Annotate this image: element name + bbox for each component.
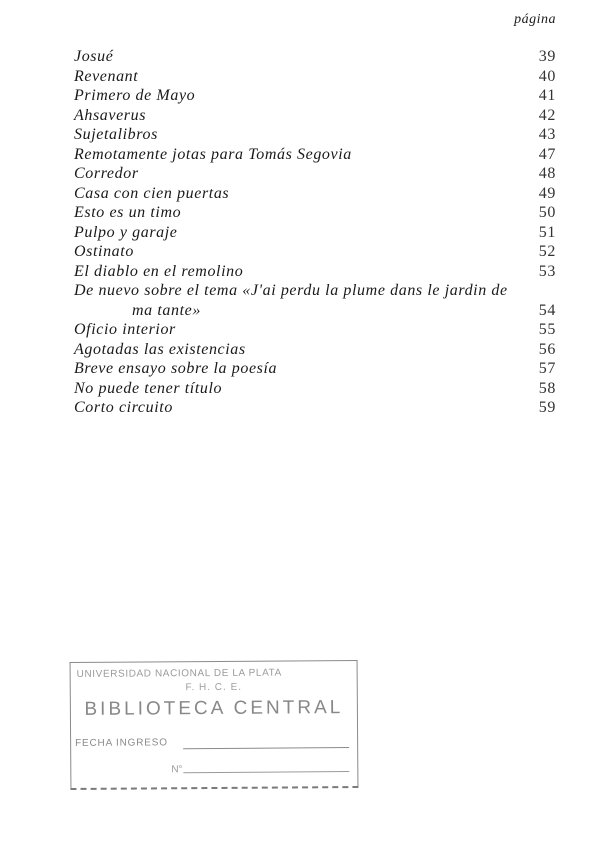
- stamp-date-label: FECHA INGRESO: [75, 737, 168, 749]
- toc-entry-title: Revenant: [74, 67, 139, 85]
- stamp-library-title: BIBLIOTECA CENTRAL: [84, 697, 344, 720]
- library-stamp: [70, 660, 359, 790]
- toc-entry: [74, 47, 556, 67]
- stamp-date-rule: [183, 747, 349, 749]
- toc-entry: [74, 164, 556, 184]
- toc-entry-page: 58: [538, 379, 556, 397]
- toc-entry-title: Esto es un timo: [74, 204, 182, 221]
- toc-entry: [74, 125, 556, 145]
- toc-entry-title: Remotamente jotas para Tomás Segovia: [74, 145, 352, 163]
- toc-entry-title: Oficio interior: [74, 321, 176, 338]
- toc-entry: [74, 203, 556, 223]
- toc-entry: [74, 106, 556, 126]
- toc-entry-title: Ostinato: [74, 243, 134, 260]
- toc-entry-title: Corredor: [74, 165, 139, 182]
- toc-entry-page: 50: [538, 204, 556, 221]
- toc-entry-page: 59: [538, 399, 556, 416]
- toc-entry-page: 53: [538, 262, 556, 280]
- toc-entry: [74, 67, 556, 87]
- toc-entry-page: 41: [538, 87, 556, 104]
- toc-entry: [74, 262, 556, 282]
- toc-entry-page: 40: [538, 67, 556, 85]
- toc-entry-title: Sujetalibros: [74, 126, 158, 143]
- toc-entry-page: 49: [538, 184, 556, 202]
- toc-entry-page: 48: [538, 165, 556, 182]
- toc-entry-title: No puede tener título: [74, 379, 223, 397]
- toc-entry-title: Casa con cien puertas: [74, 184, 230, 202]
- toc-entry-page: 51: [538, 223, 556, 241]
- toc-entry-page: 55: [538, 321, 556, 338]
- toc-entry: [74, 340, 556, 360]
- toc-entry: [74, 398, 556, 418]
- toc-entry-title: Pulpo y garaje: [74, 223, 178, 241]
- stamp-university-line: UNIVERSIDAD NACIONAL DE LA PLATA: [76, 667, 282, 680]
- toc-entry-page: 43: [538, 126, 556, 143]
- toc-entry: [74, 359, 556, 379]
- toc-entry-title-line1: De nuevo sobre el tema «J'ai perdu la plume dans le jardin de: [74, 282, 508, 299]
- toc-entry-page: 52: [538, 243, 556, 260]
- toc-entry: [74, 86, 556, 106]
- table-of-contents: [74, 47, 556, 418]
- toc-entry: [74, 320, 556, 340]
- toc-entry-title: Ahsaverus: [74, 106, 147, 124]
- stamp-number-rule: [183, 771, 349, 773]
- toc-entry-title: Primero de Mayo: [74, 87, 196, 104]
- toc-entry-page: 54: [538, 301, 556, 319]
- toc-entry: [74, 379, 556, 399]
- stamp-faculty-line: F. H. C. E.: [185, 681, 243, 694]
- stamp-number-label: N°: [171, 764, 183, 776]
- toc-entry-page: 56: [538, 340, 556, 358]
- toc-entry-page: 57: [538, 360, 556, 377]
- toc-entry-title: Agotadas las existencias: [74, 340, 246, 358]
- toc-entry: [74, 242, 556, 262]
- toc-entry: [74, 223, 556, 243]
- toc-entry-title: El diablo en el remolino: [74, 262, 244, 280]
- toc-entry-title: Corto circuito: [74, 399, 173, 416]
- toc-entry: [74, 184, 556, 204]
- toc-entry-title: Breve ensayo sobre la poesía: [74, 360, 278, 377]
- toc-entry-page: 42: [538, 106, 556, 124]
- toc-entry-page: 47: [538, 145, 556, 163]
- toc-entry: [74, 145, 556, 165]
- toc-entry-title-line2: ma tante»: [132, 301, 201, 319]
- toc-entry-title: Josué: [74, 48, 114, 65]
- toc-entry: [74, 281, 556, 320]
- page-label: página: [514, 12, 556, 27]
- toc-entry-page: 39: [538, 48, 556, 65]
- toc-entry-title: [74, 281, 524, 320]
